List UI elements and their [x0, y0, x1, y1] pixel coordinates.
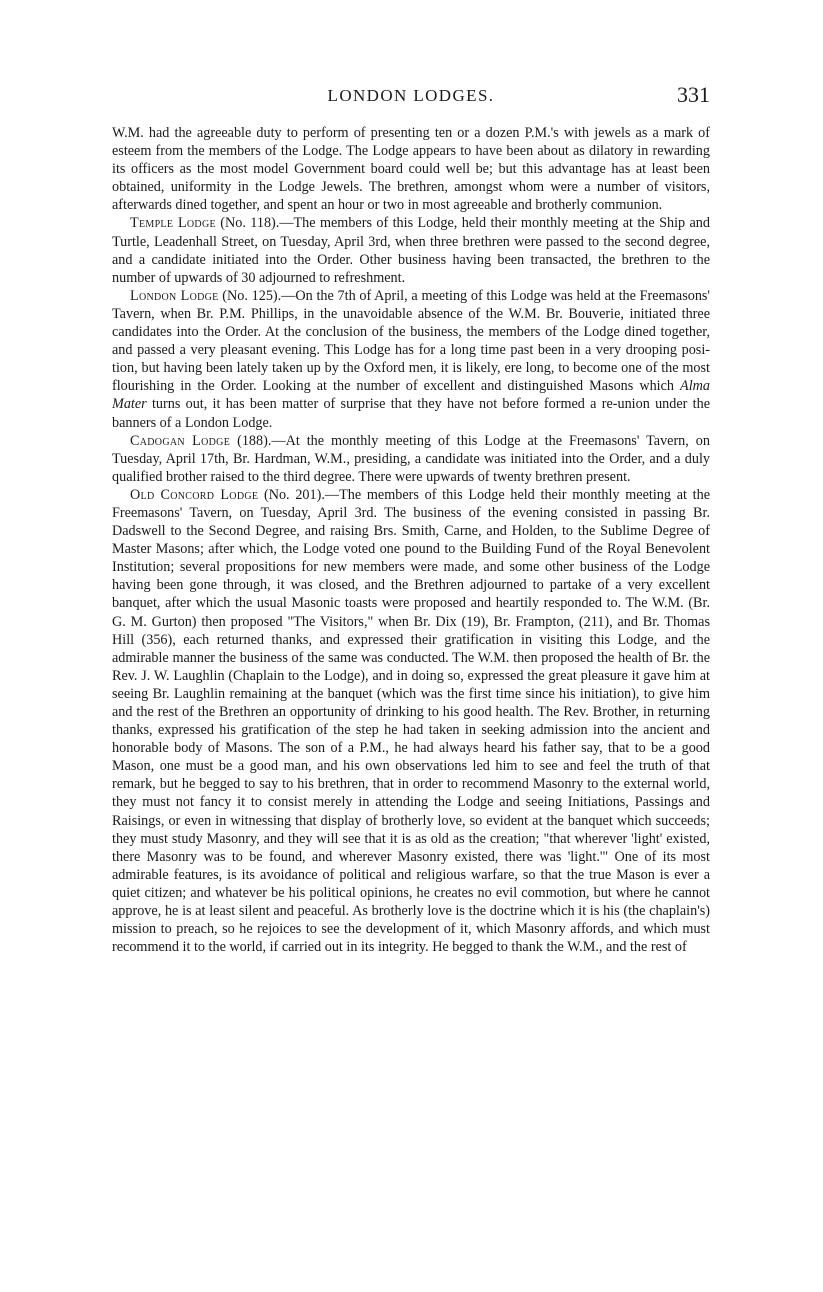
paragraph-old-concord-lodge	[112, 486, 710, 956]
paragraph-text: (188).—At the monthly meeting of this Lodge at the Freemasons' Tavern, on Tuesday, April 17th, Br. Hardman, W.M., presiding, a candidate was initiated into the Order, and a duly qualified brother raised to the third degree. There were upwards of twenty brethren present.	[112, 432, 710, 485]
paragraph-text: (No. 125).—On the 7th of April, a meeting of this Lodge was held at the Freemasons' Tavern, when Br. P.M. Phillips, in the unavoidable absence of the W.M. Br. Bouverie, initiated three candidates into the Order. At the conclusion of the business, the members of the Lodge dined together, and passed a very pleasant evening. This Lodge has for a long time past been in a very drooping position, but having been lately taken up by the Oxford men, it is likely, ere long, to become one of the most flourishing in the Order. Looking at the number of excellent and distinguished Masons which	[112, 287, 710, 395]
paragraph-text: W.M. had the agreeable duty to perform of presenting ten or a dozen P.M.'s with jewels as a mark of esteem from the members of the Lodge. The Lodge appears to have been about as dilatory in rewarding its officers as the most model Government board could well be; but this advantage has at least been obtained, uniformity in the Lodge Jewels. The brethren, amongst whom were a number of visitors, afterwards dined together, and spent an hour or two in most agreeable and brotherly communion.	[112, 125, 710, 214]
paragraph-london-lodge	[112, 287, 710, 432]
paragraph-text-after: turns out, it has been matter of surprise that they have not before formed a re-union under the banners of a London Lodge.	[112, 396, 710, 431]
italic-phrase: Alma Mater	[112, 378, 710, 413]
lodge-name: Old Concord Lodge	[130, 486, 259, 503]
running-title: LONDON LODGES.	[327, 86, 495, 105]
body-text	[112, 124, 710, 956]
page	[112, 82, 710, 956]
paragraph-text: (No. 118).—The members of this Lodge, held their monthly meeting at the Ship and Turtle, Leadenhall Street, on Tuesday, April 3rd, when three brethren were passed to the second degree, and a candidate initiated into the Order. Other business having been transacted, the brethren to the number of upwards of 30 adjourned to refreshment.	[112, 215, 710, 286]
page-number: 331	[677, 82, 710, 107]
lodge-name: Temple Lodge	[130, 215, 216, 232]
paragraph-cadogan-lodge	[112, 432, 710, 486]
lodge-name: Cadogan Lodge	[130, 432, 231, 449]
paragraph-text: (No. 201).—The members of this Lodge held their monthly meeting at the Freemasons' Tavern, on Tuesday, April 3rd. The business of the evening consisted in passing Br. Dadswell to the Second Degree, and raising Brs. Smith, Carne, and Holden, to the Sublime Degree of Master Masons; after which, the Lodge voted one pound to the Building Fund of the Royal Benevolent Institution; several propositions for new members were made, and some other business of the Lodge having been gone through, it was closed, and the Brethren adjourned to partake of a very excellent banquet, after which the usual Masonic toasts were proposed and heartily responded to. The W.M. (Br. G. M. Gurton) then proposed "The Visitors," when Br. Dix (19), Br. Frampton, (211), and Br. Thomas Hill (356), each returned thanks, and expressed their gratification in visiting this Lodge, and the admirable manner the business of the same was conducted. The W.M. then proposed the health of Br. the Rev. J. W. Laughlin (Chaplain to the Lodge), and in doing so, expressed the great pleasure it gave him at seeing Br. Laughlin remaining at the banquet (which was the first time since his initiation), to give him and the rest of the Brethren an opportunity of drinking to his good health. The Rev. Brother, in returning thanks, expressed his gratification of the step he had taken in seeking admission into the ancient and honorable body of Masons. The son of a P.M., he had always heard his father say, that to be a good Mason, one must be a good man, and his own observations led him to see and feel the truth of that remark, but he begged to say to his brethren, that in order to recommend Masonry to the external world, they must not fancy it to consist merely in attending the Lodge and seeing Initiations, Passings and Raisings, or even in witnessing that display of brotherly love, so evident at the banquet which succeeds; they must study Masonry, and they will see that it is as old as the creation; "that wherever 'light' existed, there Masonry was to be found, and wherever Masonry existed, there was 'light.'" One of its most admirable features, is its avoidance of political and religious warfare, so that the true Mason is ever a quiet citizen; and whatever be his political opinions, he creates no evil commotion, but where he cannot approve, he is at least silent and peaceful. As brotherly love is the doctrine which it is his (the chaplain's) mission to preach, so he rejoices to see the development of it, which Masonry affords, and which must recommend it to the world, if carried out in its integrity. He begged to thank the W.M., and the rest of	[112, 486, 710, 956]
page-header	[112, 82, 710, 124]
paragraph-temple-lodge	[112, 214, 710, 286]
lodge-name: London Lodge	[130, 287, 219, 304]
paragraph-continuation	[112, 124, 710, 214]
